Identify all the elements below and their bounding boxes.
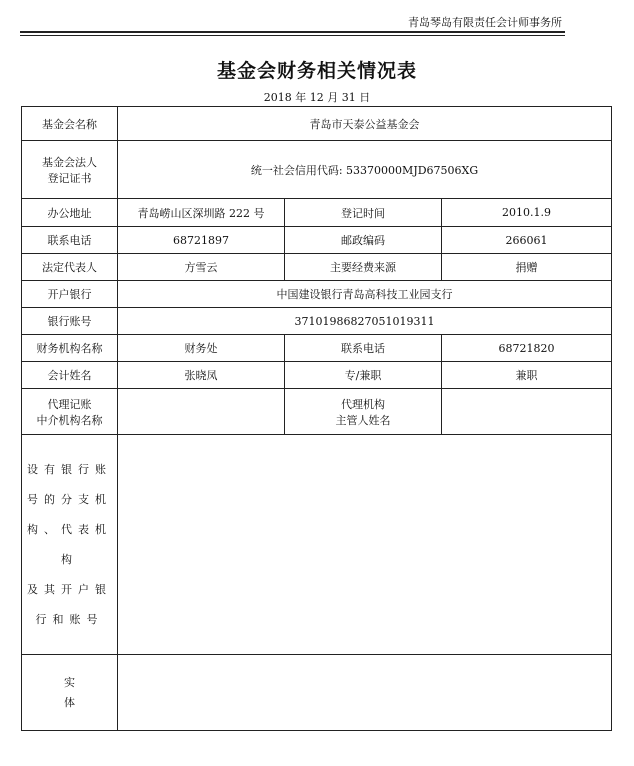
value-funding-source: 捐赠: [442, 254, 612, 281]
table-row: [22, 141, 612, 199]
table-row: [22, 362, 612, 389]
table-row: [22, 254, 612, 281]
value-finance-phone: 68721820: [442, 335, 612, 362]
value-credit-code: 统一社会信用代码: 53370000MJD67506XG: [118, 141, 612, 199]
label-line: 设有银行账: [27, 462, 112, 476]
label-line: 构、代表机构: [27, 522, 112, 566]
label-funding-source: 主要经费来源: [285, 254, 442, 281]
report-date: 2018 年 12 月 31 日: [263, 91, 371, 104]
label-line: 主管人姓名: [335, 413, 391, 427]
header-rule-thin: [20, 35, 565, 36]
value-entity: [118, 655, 612, 731]
label-job-type: 专/兼职: [285, 362, 442, 389]
value-account: 37101986827051019311: [118, 308, 612, 335]
label-branches: [22, 435, 118, 655]
value-postcode: 266061: [442, 227, 612, 254]
table-row: [22, 281, 612, 308]
value-foundation-name: 青岛市天泰公益基金会: [118, 107, 612, 141]
label-line: 行和账号: [35, 612, 104, 626]
value-agent-name: [118, 389, 285, 435]
table-row: [22, 335, 612, 362]
label-registration-cert: [22, 141, 118, 199]
table-row: [22, 435, 612, 655]
label-foundation-name: 基金会名称: [22, 107, 118, 141]
value-branches: [118, 435, 612, 655]
value-accountant: 张晓凤: [118, 362, 285, 389]
table-row: [22, 308, 612, 335]
table-row: [22, 389, 612, 435]
value-phone: 68721897: [118, 227, 285, 254]
value-office-address: 青岛崂山区深圳路 222 号: [118, 199, 285, 227]
label-finance-phone: 联系电话: [285, 335, 442, 362]
finance-info-table: [21, 106, 612, 731]
label-line: 基金会法人: [42, 155, 97, 169]
label-legal-rep: 法定代表人: [22, 254, 118, 281]
label-bank: 开户银行: [22, 281, 118, 308]
label-postcode: 邮政编码: [285, 227, 442, 254]
label-line: 实: [64, 675, 75, 689]
label-line: 代理机构: [341, 397, 385, 411]
table-row: [22, 199, 612, 227]
value-registration-time: 2010.1.9: [442, 199, 612, 227]
value-legal-rep: 方雪云: [118, 254, 285, 281]
label-line: 代理记账: [47, 397, 92, 411]
label-accountant: 会计姓名: [22, 362, 118, 389]
label-finance-dept: 财务机构名称: [22, 335, 118, 362]
value-job-type: 兼职: [442, 362, 612, 389]
label-account: 银行账号: [22, 308, 118, 335]
label-office-address: 办公地址: [22, 199, 118, 227]
label-line: 及其开户银: [27, 582, 112, 596]
table-row: [22, 107, 612, 141]
label-agent-supervisor: [285, 389, 442, 435]
label-entity: [22, 655, 118, 731]
value-bank: 中国建设银行青岛高科技工业园支行: [118, 281, 612, 308]
label-line: 中介机构名称: [36, 413, 103, 427]
header-rule-thick: [20, 31, 565, 33]
value-finance-dept: 财务处: [118, 335, 285, 362]
value-agent-supervisor: [442, 389, 612, 435]
label-line: 号的分支机: [27, 492, 112, 506]
page-title: 基金会财务相关情况表: [216, 60, 417, 82]
label-line: 体: [64, 695, 75, 709]
label-phone: 联系电话: [22, 227, 118, 254]
label-registration-time: 登记时间: [285, 199, 442, 227]
label-line: 登记证书: [47, 171, 92, 185]
firm-name: 青岛琴岛有限责任会计师事务所: [408, 16, 562, 29]
table-row: [22, 227, 612, 254]
label-agent-name: [22, 389, 118, 435]
table-row: [22, 655, 612, 731]
